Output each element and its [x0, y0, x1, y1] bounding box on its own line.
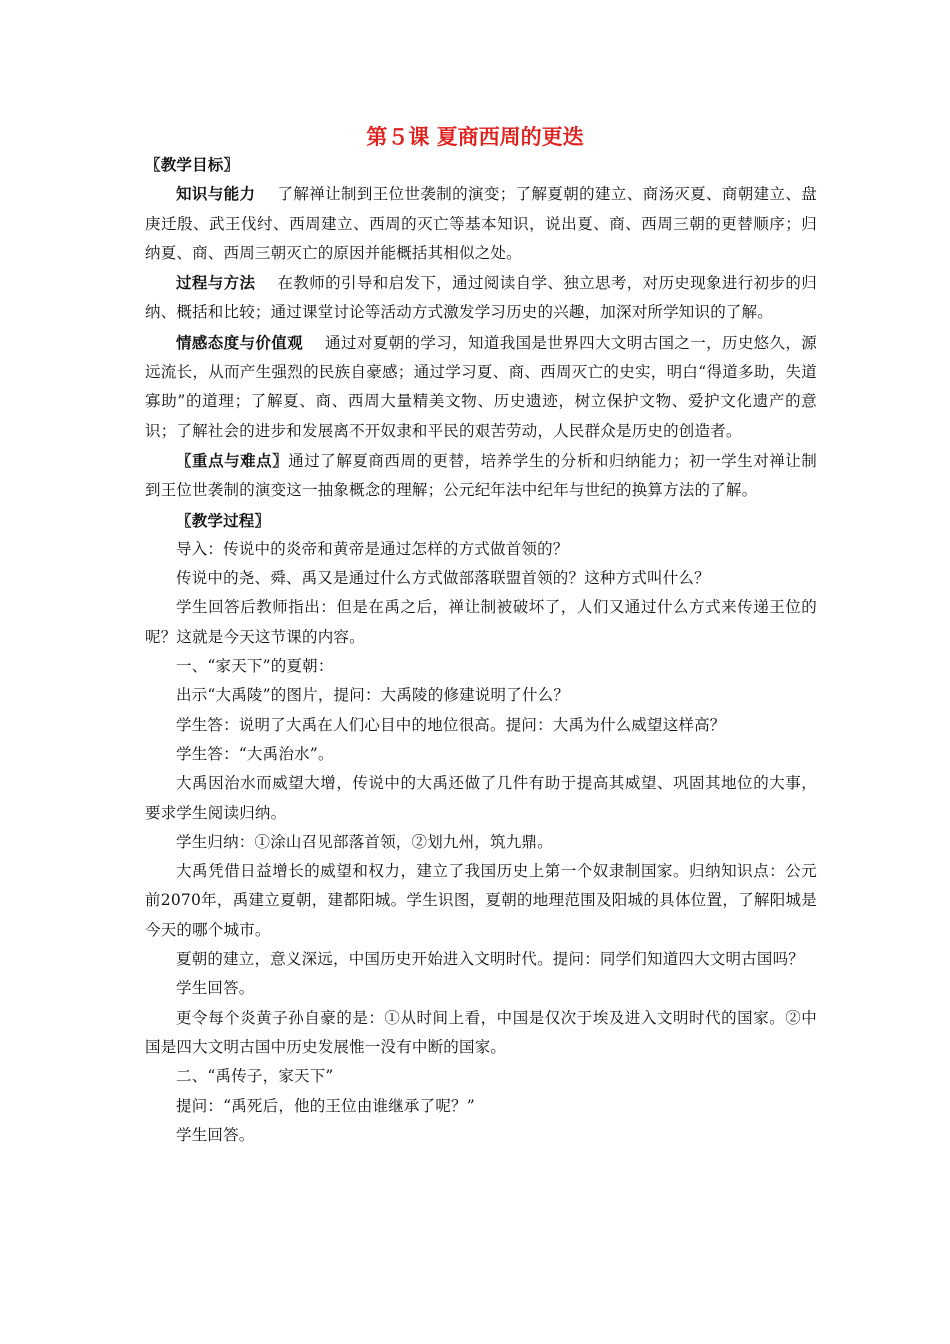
document-body — [145, 150, 817, 1150]
process-label: 过程与方法 — [176, 273, 256, 293]
body-paragraph: 学生回答。 — [176, 979, 255, 998]
emotion-text: 通过对夏朝的学习，知道我国是世界四大文明古国之一，历史悠久，源远流长，从而产生强烈的民族自豪感；通过学习夏、商、西周灭亡的史实，明白“得道多助，失道寡助”的道理；了解夏、商、西周大量精美文物、历史遗迹，树立保护文物、爱护文化遗产的意识；了解社会的进步和发展离不开奴隶和平民的艰苦劳动，人民群众是历史的创造者。 — [145, 333, 818, 440]
body-paragraph: 学生回答后教师指出：但是在禹之后，禅让制被破坏了，人们又通过什么方式来传递王位的呢？这就是今天这节课的内容。 — [145, 598, 817, 646]
body-paragraph: 学生答：“大禹治水”。 — [176, 744, 334, 763]
knowledge-text: 了解禅让制到王位世袭制的演变；了解夏朝的建立、商汤灭夏、商朝建立、盘庚迁殷、武王伐纣、西周建立、西周的灭亡等基本知识，说出夏、商、西周三朝的更替顺序；归纳夏、商、西周三朝灭亡的原因并能概括其相似之处。 — [145, 185, 817, 262]
key-points-label: 〖重点与难点〗 — [176, 450, 289, 470]
body-paragraph: 大禹凭借日益增长的威望和权力，建立了我国历史上第一个奴隶制国家。归纳知识点：公元前2070年，禹建立夏朝，建都阳城。学生识图，夏朝的地理范围及阳城的具体位置，了解阳城是今天的哪个城市。 — [145, 862, 817, 939]
body-paragraph: 学生答：说明了大禹在人们心目中的地位很高。提问：大禹为什么威望这样高？ — [176, 715, 726, 734]
process-text: 在教师的引导和启发下，通过阅读自学、独立思考，对历史现象进行初步的归纳、概括和比较；通过课堂讨论等活动方式激发学习历史的兴趣，加深对所学知识的了解。 — [145, 274, 817, 322]
body-paragraph: 学生回答。 — [176, 1125, 255, 1144]
body-paragraph: 学生归纳：①涂山召见部落首领，②划九州，筑九鼎。 — [176, 832, 553, 851]
knowledge-label: 知识与能力 — [176, 184, 256, 204]
key-points-text: 通过了解夏商西周的更替，培养学生的分析和归纳能力；初一学生对禅让制到王位世袭制的演变这一抽象概念的理解；公元纪年法中纪年与世纪的换算方法的了解。 — [145, 451, 817, 500]
emotion-paragraph — [145, 328, 817, 446]
objectives-heading: 〖教学目标〗 — [145, 155, 240, 174]
knowledge-paragraph — [145, 179, 817, 268]
emotion-label: 情感态度与价值观 — [176, 332, 303, 352]
body-paragraph: 大禹因治水而威望大增，传说中的大禹还做了几件有助于提高其威望、巩固其地位的大事，要求学生阅读归纳。 — [145, 774, 817, 822]
key-points-paragraph — [145, 446, 817, 506]
body-paragraph: 出示“大禹陵”的图片，提问：大禹陵的修建说明了什么？ — [176, 686, 570, 705]
section-heading: 二、“禹传子，家天下” — [176, 1067, 334, 1086]
process-heading: 〖教学过程〗 — [176, 510, 271, 530]
process-paragraph — [145, 268, 817, 328]
body-paragraph: 导入：传说中的炎帝和黄帝是通过怎样的方式做首领的？ — [176, 539, 569, 558]
body-paragraph: 夏朝的建立，意义深远，中国历史开始进入文明时代。提问：同学们知道四大文明古国吗？ — [176, 950, 805, 969]
page-title: 第５课 夏商西周的更迭 — [366, 125, 584, 149]
body-paragraph: 更令每个炎黄子孙自豪的是：①从时间上看，中国是仅次于埃及进入文明时代的国家。②中国是四大文明古国中历史发展惟一没有中断的国家。 — [145, 1008, 817, 1056]
body-paragraph: 提问：“禹死后，他的王位由谁继承了呢？” — [176, 1096, 475, 1115]
body-paragraph: 传说中的尧、舜、禹又是通过什么方式做部落联盟首领的？这种方式叫什么？ — [176, 569, 710, 588]
section-heading: 一、“家天下”的夏朝： — [176, 657, 334, 676]
